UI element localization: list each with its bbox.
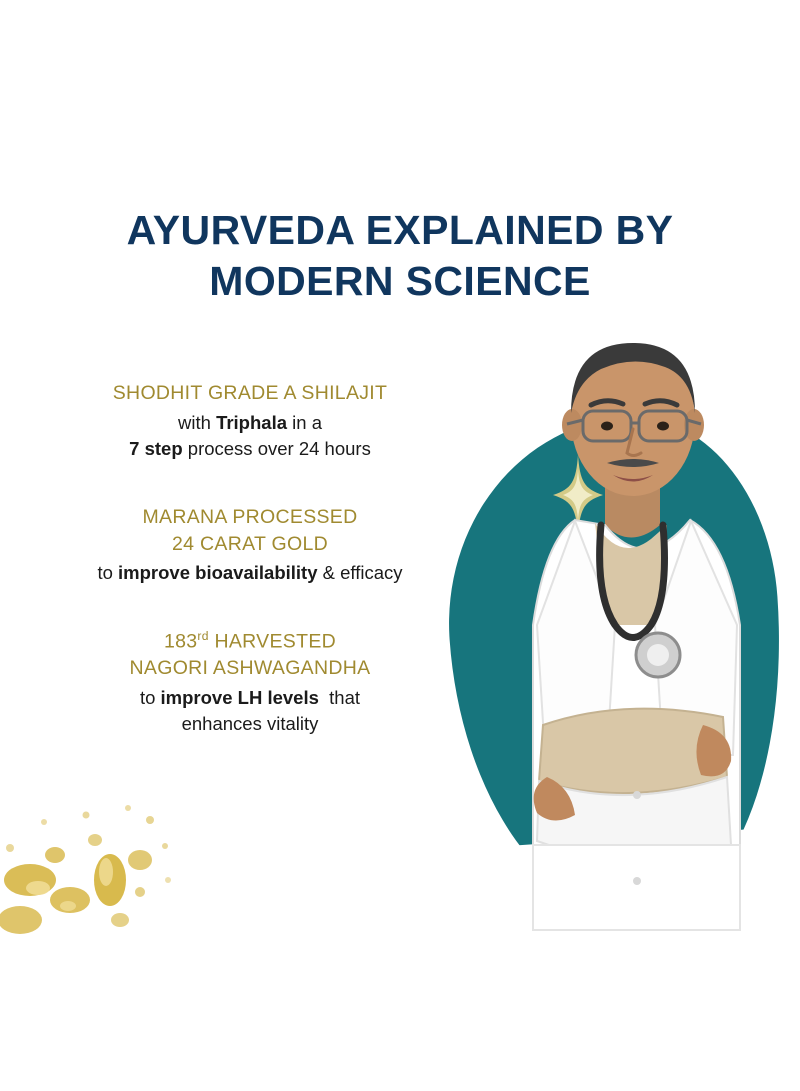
doctor-photo (455, 325, 785, 950)
benefit-subtitle-line: to improve LH levels that (139, 686, 361, 708)
benefit-subtitle (30, 560, 470, 586)
page-title (40, 205, 760, 307)
benefit-list (30, 380, 470, 737)
headline-line-1: AYURVEDA EXPLAINED BY (126, 207, 674, 253)
benefit-subtitle-line: 7 step process over 24 hours (129, 437, 371, 459)
bottom-white-strip (0, 950, 800, 1091)
benefit-subtitle-line: to improve bioavailability & efficacy (97, 562, 403, 584)
benefit-title-line: 24 CARAT GOLD (172, 532, 328, 555)
benefit-item-shilajit (30, 380, 470, 462)
benefit-subtitle (30, 410, 470, 463)
benefit-title (30, 628, 470, 682)
benefit-subtitle (30, 685, 470, 738)
benefit-title-line: MARANA PROCESSED (142, 506, 358, 529)
benefit-title-line: SHODHIT GRADE A SHILAJIT (112, 382, 388, 404)
benefit-subtitle-line: enhances vitality (181, 713, 319, 735)
benefit-item-gold (30, 504, 470, 586)
benefit-subtitle-line: with Triphala in a (178, 411, 322, 433)
benefit-title-line: NAGORI ASHWAGANDHA (129, 657, 371, 680)
benefit-title-line: 183rd HARVESTED (163, 629, 337, 653)
benefit-item-ashwagandha (30, 628, 470, 737)
benefit-title (30, 380, 470, 407)
gold-dust-decoration (0, 760, 250, 960)
headline-line-2: MODERN SCIENCE (209, 257, 591, 304)
benefit-title (30, 504, 470, 557)
